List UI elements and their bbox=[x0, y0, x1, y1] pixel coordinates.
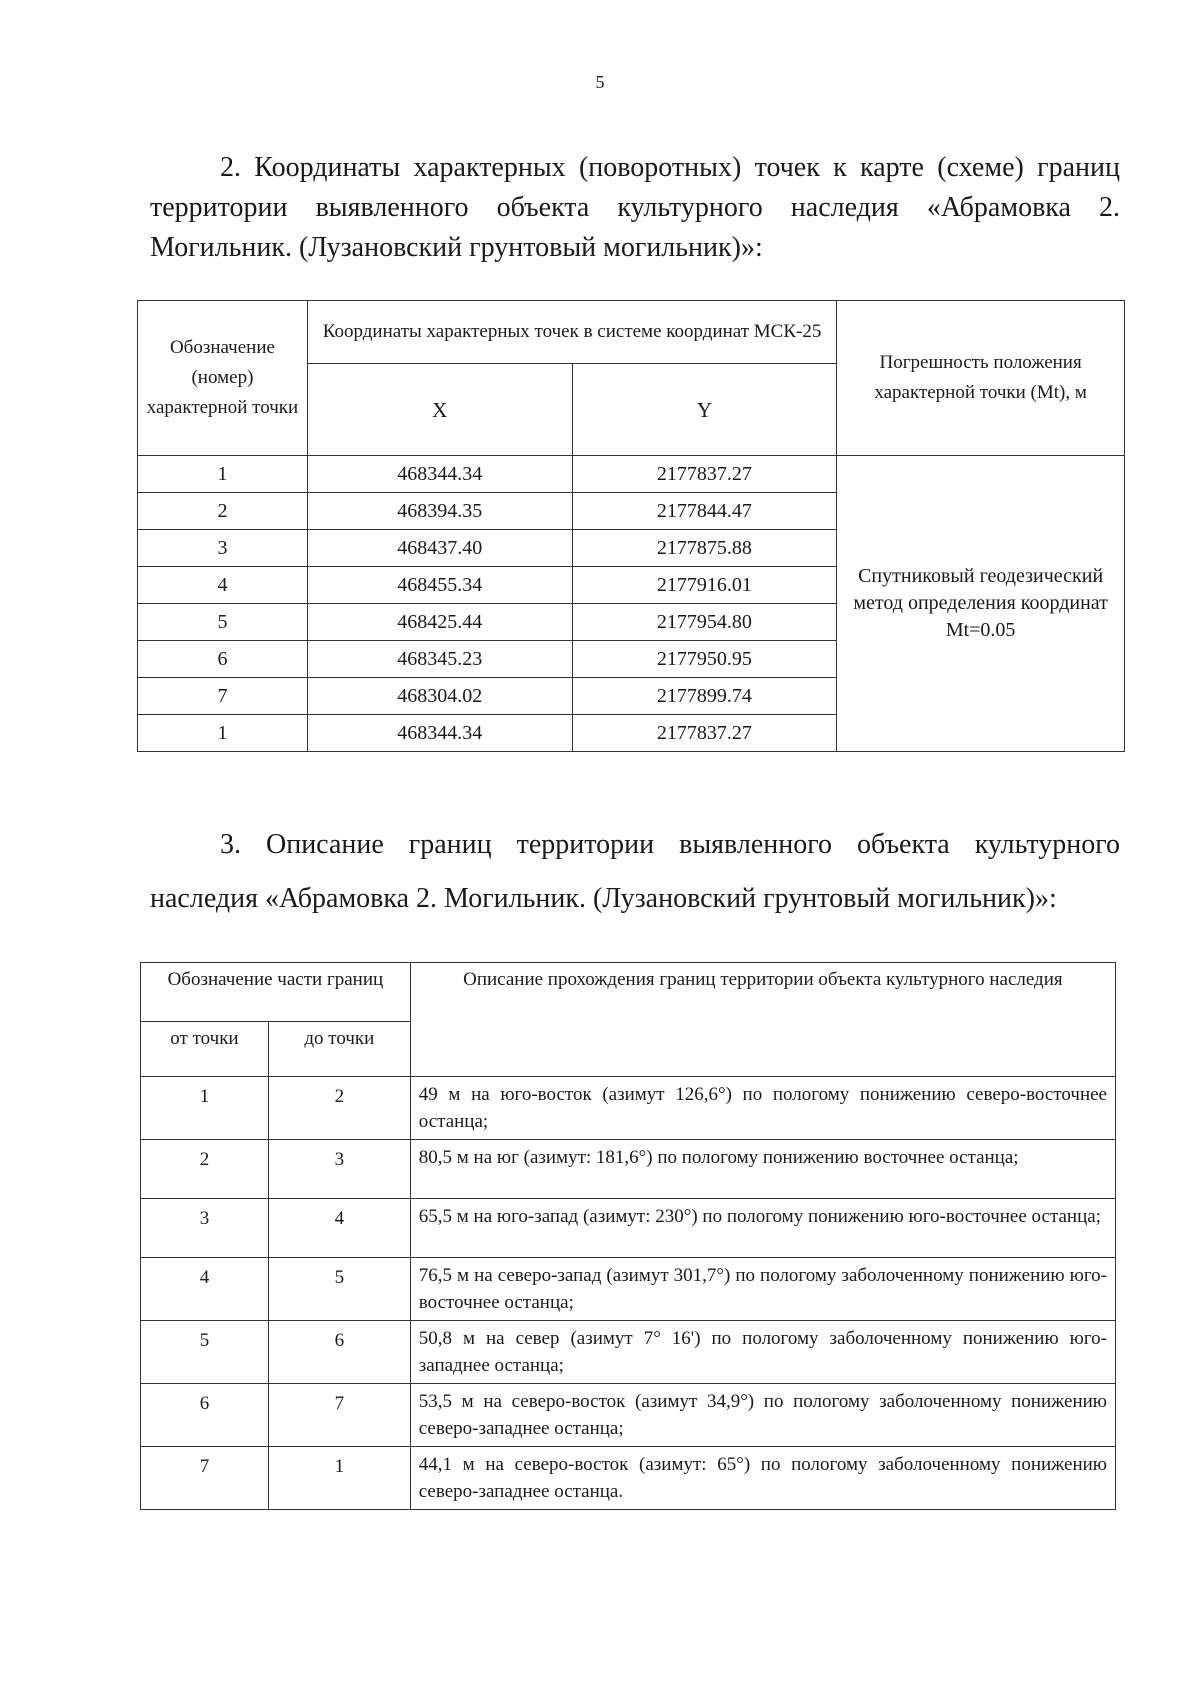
coord-x: 468345.23 bbox=[307, 641, 572, 678]
table-row bbox=[141, 1199, 1116, 1258]
to-point: 7 bbox=[268, 1384, 410, 1447]
table-row bbox=[141, 1447, 1116, 1510]
from-point: 3 bbox=[141, 1199, 269, 1258]
coord-x: 468394.35 bbox=[307, 493, 572, 530]
coord-x: 468344.34 bbox=[307, 715, 572, 752]
point-number: 6 bbox=[138, 641, 308, 678]
from-point: 7 bbox=[141, 1447, 269, 1510]
boundary-description: 76,5 м на северо-запад (азимут 301,7°) по пологому заболоченному понижению юго-восточнее останца; bbox=[410, 1258, 1115, 1321]
boundary-description: 65,5 м на юго-запад (азимут: 230°) по пологому понижению юго-восточнее останца; bbox=[410, 1199, 1115, 1258]
coord-x: 468425.44 bbox=[307, 604, 572, 641]
point-number: 3 bbox=[138, 530, 308, 567]
coord-x: 468455.34 bbox=[307, 567, 572, 604]
section-2-heading bbox=[150, 148, 1120, 268]
coord-y: 2177837.27 bbox=[572, 456, 837, 493]
header-boundary-part: Обозначение части границ bbox=[141, 963, 411, 1022]
header-error: Погрешность положения характерной точки (Mt), м bbox=[837, 301, 1125, 456]
section-3-text: 3. Описание границ территории выявленного объекта культурного наследия «Абрамовка 2. Могильник. (Лузановский грунтовый могильник)»: bbox=[150, 829, 1120, 914]
header-point-designation: Обозначение (номер) характерной точки bbox=[138, 301, 308, 456]
to-point: 2 bbox=[268, 1077, 410, 1140]
to-point: 1 bbox=[268, 1447, 410, 1510]
method-description: Спутниковый геодезический метод определения координат Mt=0.05 bbox=[837, 456, 1125, 752]
from-point: 2 bbox=[141, 1140, 269, 1199]
header-coordinates: Координаты характерных точек в системе координат МСК-25 bbox=[307, 301, 836, 364]
boundary-description: 49 м на юго-восток (азимут 126,6°) по пологому понижению северо-восточнее останца; bbox=[410, 1077, 1115, 1140]
boundary-description-table bbox=[140, 962, 1116, 1510]
coord-y: 2177875.88 bbox=[572, 530, 837, 567]
boundary-description: 80,5 м на юг (азимут: 181,6°) по пологому понижению восточнее останца; bbox=[410, 1140, 1115, 1199]
point-number: 1 bbox=[138, 456, 308, 493]
point-number: 5 bbox=[138, 604, 308, 641]
point-number: 7 bbox=[138, 678, 308, 715]
table-row bbox=[141, 1384, 1116, 1447]
header-y: Y bbox=[572, 364, 837, 456]
coord-y: 2177916.01 bbox=[572, 567, 837, 604]
table-row bbox=[141, 1321, 1116, 1384]
section-2-text: 2. Координаты характерных (поворотных) точек к карте (схеме) границ территории выявленного объекта культурного наследия «Абрамовка 2. Могильник. (Лузановский грунтовый могильник)»: bbox=[150, 152, 1120, 263]
boundary-description: 44,1 м на северо-восток (азимут: 65°) по пологому заболоченному понижению северо-западнее останца. bbox=[410, 1447, 1115, 1510]
table-row bbox=[141, 1258, 1116, 1321]
to-point: 3 bbox=[268, 1140, 410, 1199]
from-point: 4 bbox=[141, 1258, 269, 1321]
coord-x: 468437.40 bbox=[307, 530, 572, 567]
header-to-point: до точки bbox=[268, 1022, 410, 1077]
coord-y: 2177837.27 bbox=[572, 715, 837, 752]
boundary-description: 53,5 м на северо-восток (азимут 34,9°) по пологому заболоченному понижению северо-западнее останца; bbox=[410, 1384, 1115, 1447]
coord-y: 2177899.74 bbox=[572, 678, 837, 715]
point-number: 2 bbox=[138, 493, 308, 530]
to-point: 6 bbox=[268, 1321, 410, 1384]
coord-y: 2177844.47 bbox=[572, 493, 837, 530]
from-point: 5 bbox=[141, 1321, 269, 1384]
point-number: 1 bbox=[138, 715, 308, 752]
coord-x: 468344.34 bbox=[307, 456, 572, 493]
header-x: X bbox=[307, 364, 572, 456]
point-number: 4 bbox=[138, 567, 308, 604]
coord-y: 2177950.95 bbox=[572, 641, 837, 678]
coord-y: 2177954.80 bbox=[572, 604, 837, 641]
boundary-description: 50,8 м на север (азимут 7° 16') по пологому заболоченному понижению юго-западнее останца; bbox=[410, 1321, 1115, 1384]
from-point: 6 bbox=[141, 1384, 269, 1447]
header-description: Описание прохождения границ территории объекта культурного наследия bbox=[410, 963, 1115, 1077]
table-row bbox=[138, 456, 1125, 493]
to-point: 4 bbox=[268, 1199, 410, 1258]
coordinates-table bbox=[137, 300, 1125, 752]
to-point: 5 bbox=[268, 1258, 410, 1321]
coord-x: 468304.02 bbox=[307, 678, 572, 715]
header-from-point: от точки bbox=[141, 1022, 269, 1077]
page-number: 5 bbox=[595, 72, 605, 92]
from-point: 1 bbox=[141, 1077, 269, 1140]
table-row bbox=[141, 1077, 1116, 1140]
section-3-heading bbox=[150, 818, 1120, 926]
table-row bbox=[141, 1140, 1116, 1199]
